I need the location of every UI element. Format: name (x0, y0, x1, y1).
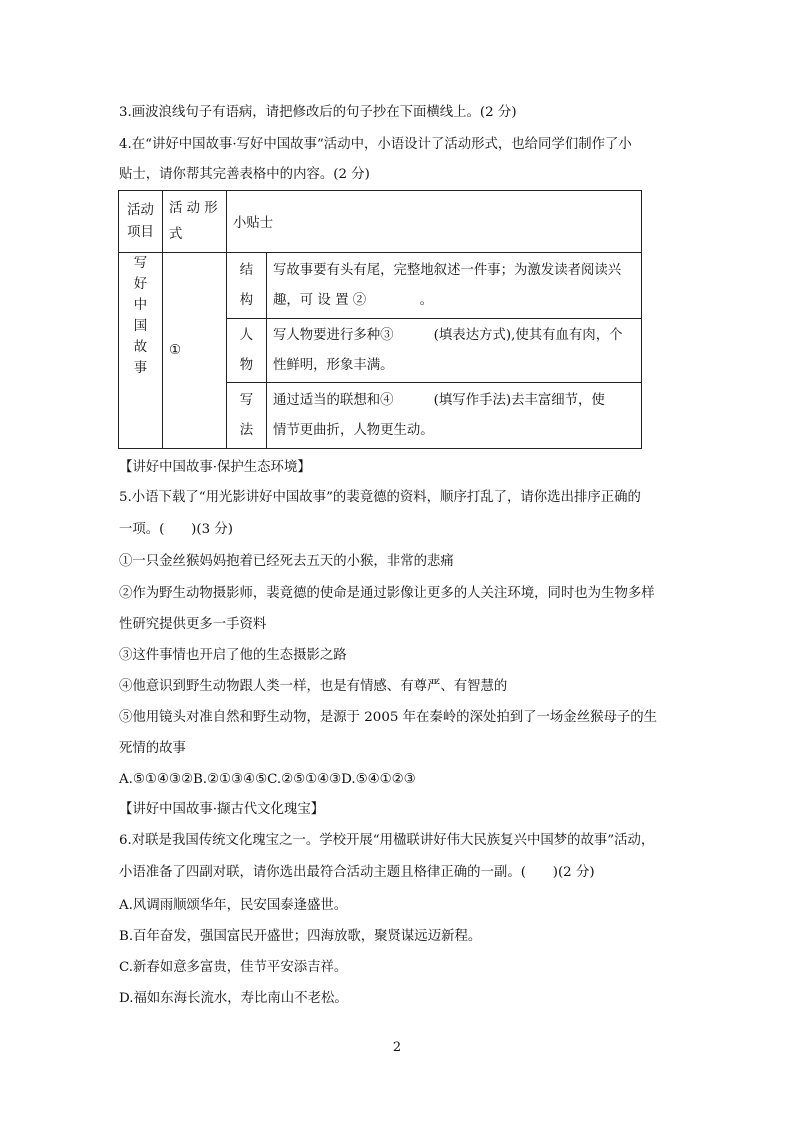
q5-sentence-3: ③这件事情也开启了他的生态摄影之路 (119, 648, 347, 663)
activity-form-blank: ① (163, 253, 227, 449)
table-header-row (119, 191, 642, 253)
q5-sentence-2a: ②作为野生动物摄影师，裴竟德的使命是通过影像让更多的人关注环境，同时也为生物多样 (119, 586, 655, 601)
section-heading-ecology: 【讲好中国故事·保护生态环境】 (119, 460, 311, 475)
question-5-line-1: 5.小语下载了“用光影讲好中国故事”的裴竟德的资料，顺序打乱了，请你选出排序正确的 (119, 490, 641, 505)
page-number: 2 (392, 1040, 402, 1055)
q5-sentence-5b: 死情的故事 (119, 741, 186, 756)
q5-options: A.⑤①④③②B.②①③④⑤C.②⑤①④③D.⑤④①②③ (119, 772, 416, 787)
tip-label: 结 构 (227, 253, 267, 319)
header-activity-form: 活 动 形 式 (163, 191, 227, 253)
question-4-line-1: 4.在“讲好中国故事·写好中国故事”活动中，小语设计了活动形式，也给同学们制作了小 (119, 137, 632, 152)
tip-text: 通过适当的联想和④ (填写作手法)去丰富细节，使 情节更曲折，人物更生动。 (267, 383, 642, 449)
q5-sentence-1: ①一只金丝猴妈妈抱着已经死去五天的小猴，非常的悲痛 (119, 554, 454, 569)
tip-text: 写故事要有头有尾，完整地叙述一件事；为激发读者阅读兴 趣，可 设 置 ② 。 (267, 253, 642, 319)
q5-sentence-5a: ⑤他用镜头对准自然和野生动物，是源于 2005 年在秦岭的深处拍到了一场金丝猴母子的生 (119, 710, 658, 725)
q6-option-d: D.福如东海长流水，寿比南山不老松。 (119, 991, 348, 1006)
question-4-line-2: 贴士，请你帮其完善表格中的内容。(2 分) (119, 167, 370, 182)
activity-item-cell: 写 好 中 国 故 事 (119, 253, 163, 449)
header-activity-item: 活动 项目 (119, 191, 163, 253)
question-5-line-2: 一项。( )(3 分) (119, 522, 234, 537)
q5-sentence-2b: 性研究提供更多一手资料 (119, 617, 267, 632)
question-3: 3.画波浪线句子有语病，请把修改后的句子抄在下面横线上。(2 分) (119, 105, 517, 120)
tips-table (118, 190, 642, 449)
q6-option-b: B.百年奋发，强国富民开盛世；四海放歌，聚贤谋远迈新程。 (119, 929, 482, 944)
question-6-line-1: 6.对联是我国传统文化瑰宝之一。学校开展“用楹联讲好伟大民族复兴中国梦的故事”活动， (119, 833, 655, 848)
tip-label: 人 物 (227, 319, 267, 383)
q6-option-c: C.新春如意多富贵，佳节平安添吉祥。 (119, 960, 348, 975)
question-6-line-2: 小语准备了四副对联，请你选出最符合活动主题且格律正确的一副。( )(2 分) (119, 865, 595, 880)
section-heading-culture: 【讲好中国故事·撷古代文化瑰宝】 (119, 802, 325, 817)
q6-option-a: A.风调雨顺颂华年，民安国泰逢盛世。 (119, 898, 348, 913)
table-row (119, 253, 642, 319)
tip-label: 写 法 (227, 383, 267, 449)
header-tips: 小贴士 (227, 191, 642, 253)
q5-sentence-4: ④他意识到野生动物跟人类一样，也是有情感、有尊严、有智慧的 (119, 679, 508, 694)
tip-text: 写人物要进行多种③ (填表达方式),使其有血有肉，个 性鲜明，形象丰满。 (267, 319, 642, 383)
